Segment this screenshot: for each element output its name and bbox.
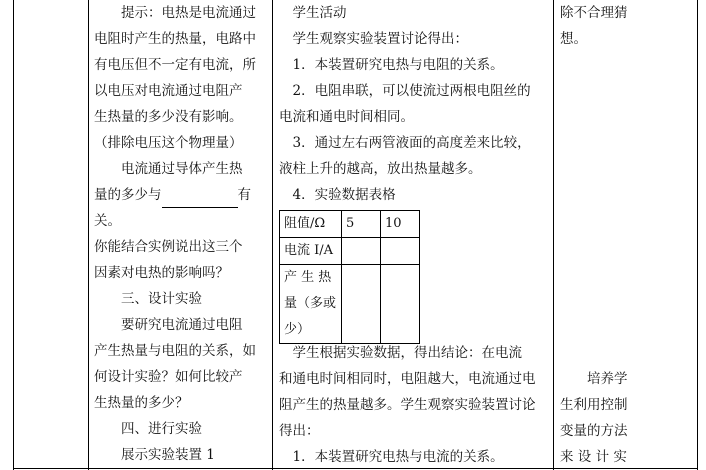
text-line: 电流通过导体产生热 <box>94 161 243 177</box>
answer-blank <box>162 191 238 208</box>
text-line: 以电压对电流通过电阻产 <box>94 83 243 99</box>
table-cell <box>381 238 420 265</box>
text-line: 生热量的多少？ <box>94 395 189 411</box>
table-divider-2 <box>272 0 273 470</box>
section-heading: 四、进行实验 <box>94 421 202 437</box>
table-row <box>280 211 420 238</box>
text-line: 得出： <box>279 423 320 439</box>
text-line: 展示实验装置 1 <box>94 447 215 463</box>
text-line: 1．本装置研究电热与电阻的关系。 <box>279 57 504 73</box>
table-border-left <box>13 0 14 470</box>
table-cell <box>342 265 381 344</box>
text-line: 4．实验数据表格 <box>279 187 396 203</box>
text-line: 学生观察实验装置讨论得出： <box>279 31 468 47</box>
text-line: 来 设 计 实 <box>560 449 627 465</box>
text-line: 变量的方法 <box>560 423 628 439</box>
text-line: 有电压但不一定有电流，所 <box>94 57 256 73</box>
text-line: 电流和通电时间相同。 <box>279 109 414 125</box>
heat-header: 产 生 热 量（多或 少） <box>280 265 342 344</box>
text-line: 阻产生的热量越多。学生观察实验装置讨论 <box>279 397 536 413</box>
table-cell: 10 <box>381 211 420 238</box>
current-header: 电流 I/A <box>280 238 342 265</box>
table-divider-3 <box>553 0 554 470</box>
table-row <box>280 238 420 265</box>
text-line: 电阻时产生的热量，电路中 <box>94 31 256 47</box>
student-conclusion <box>279 340 549 470</box>
text-line: 1．本装置研究电热与电流的关系。 <box>279 449 504 465</box>
text-line: 生利用控制 <box>560 397 628 413</box>
text-line: 你能结合实例说出这三个 <box>94 239 243 255</box>
section-heading: 三、设计实验 <box>94 291 202 307</box>
table-cell <box>381 265 420 344</box>
fill-blank-line: 量的多少与 有 <box>94 182 269 208</box>
experiment-data-table <box>279 210 420 344</box>
text-line: 提示：电热是电流通过 <box>94 5 256 21</box>
table-cell: 5 <box>342 211 381 238</box>
table-border-right <box>697 0 698 470</box>
text-line: 学生根据实验数据，得出结论：在电流 <box>279 345 522 361</box>
text-line: 液柱上升的越高，放出热量越多。 <box>279 161 482 177</box>
text-line: 3．通过左右两管液面的高度差来比较， <box>279 135 531 151</box>
teacher-activity-column <box>94 0 269 468</box>
resistance-header: 阻值/Ω <box>280 211 342 238</box>
text-line: 和通电时间相同时，电阻越大，电流通过电 <box>279 371 536 387</box>
text-line: 因素对电热的影响吗？ <box>94 265 229 281</box>
text-line: 除不合理猜 <box>560 5 628 21</box>
text-line: 要研究电流通过电阻 <box>94 317 243 333</box>
design-intent-column <box>560 0 640 52</box>
column-heading: 学生活动 <box>279 5 347 21</box>
text-line: 产生热量与电阻的关系，如 <box>94 343 256 359</box>
design-intent-bottom <box>560 366 640 470</box>
student-activity-column <box>279 0 549 208</box>
text-line: 培养学 <box>560 371 628 387</box>
text-line: 想。 <box>560 31 587 47</box>
text-line: 生热量的多少没有影响。 <box>94 109 243 125</box>
text-line: 何设计实验？如何比较产 <box>94 369 243 385</box>
table-row <box>280 265 420 344</box>
text-line: 2．电阻串联，可以使流过两根电阻丝的 <box>279 83 531 99</box>
text-line: 关。 <box>94 213 121 229</box>
table-cell <box>342 238 381 265</box>
table-divider-1 <box>88 0 89 470</box>
text-line: （排除电压这个物理量） <box>94 135 243 151</box>
